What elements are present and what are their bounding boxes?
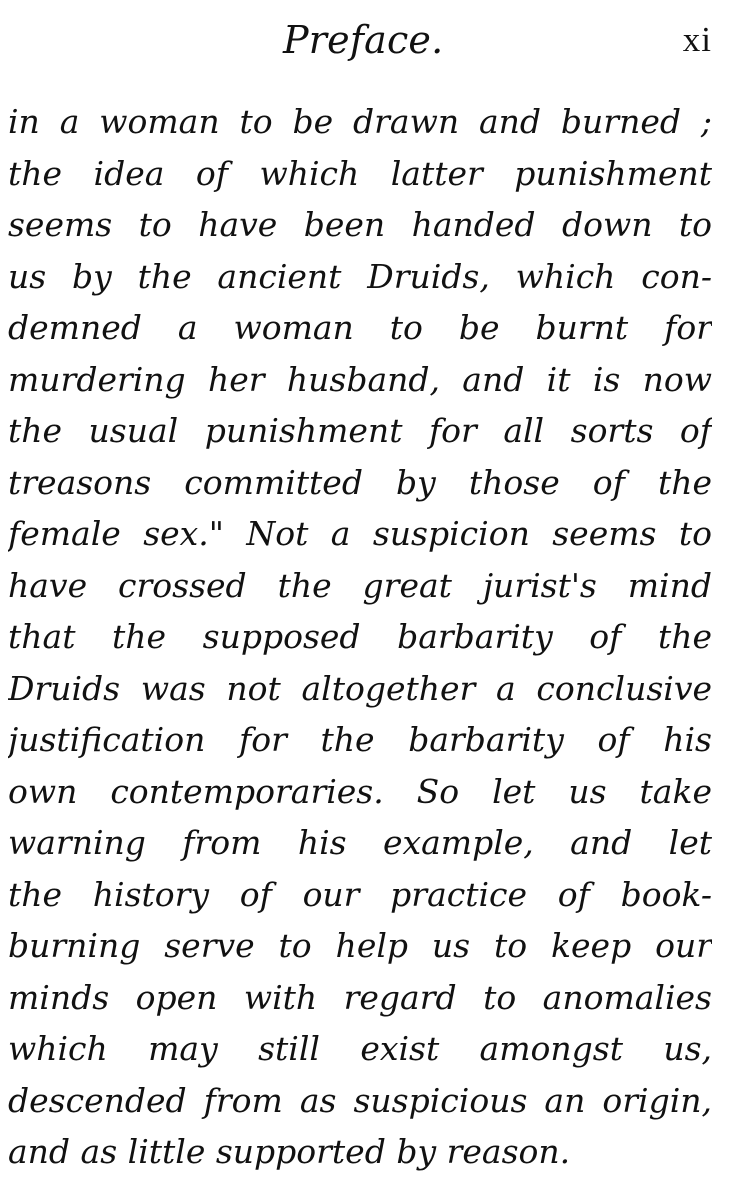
text-line: burning serve to help us to keep our xyxy=(8,926,712,965)
text-line: own contemporaries. So let us take xyxy=(8,771,712,811)
text-line: Druids was not altogether a conclusive xyxy=(8,668,712,708)
text-line: minds open with regard to anomalies xyxy=(8,977,712,1017)
text-line: us by the ancient Druids, which con- xyxy=(8,256,712,296)
text-line: in a woman to be drawn and burned ; xyxy=(8,102,712,141)
text-line: seems to have been handed down to xyxy=(8,205,712,244)
text-line: female sex." Not a suspicion seems to xyxy=(8,514,712,553)
running-head xyxy=(0,18,736,62)
text-line: the idea of which latter punishment xyxy=(8,153,712,193)
text-line: warning from his example, and let xyxy=(8,823,712,862)
text-line: murdering her husband, and it is now xyxy=(8,359,712,399)
text-line: demned a woman to be burnt for xyxy=(8,308,712,347)
text-line: which may still exist amongst us, xyxy=(8,1029,712,1068)
text-line: that the supposed barbarity of the xyxy=(8,617,712,656)
text-line: descended from as suspicious an origin, xyxy=(8,1080,712,1120)
text-line: justification for the barbarity of his xyxy=(8,720,712,759)
page-number: xi xyxy=(682,20,712,59)
text-line: the usual punishment for all sorts of xyxy=(8,411,712,450)
running-title: Preface. xyxy=(283,18,444,62)
text-line: the history of our practice of book- xyxy=(8,874,712,914)
text-line: treasons committed by those of the xyxy=(8,462,712,502)
text-line: have crossed the great jurist's mind xyxy=(8,565,712,605)
text-line: and as little supported by reason. xyxy=(8,1132,571,1171)
body-text xyxy=(8,96,712,1178)
